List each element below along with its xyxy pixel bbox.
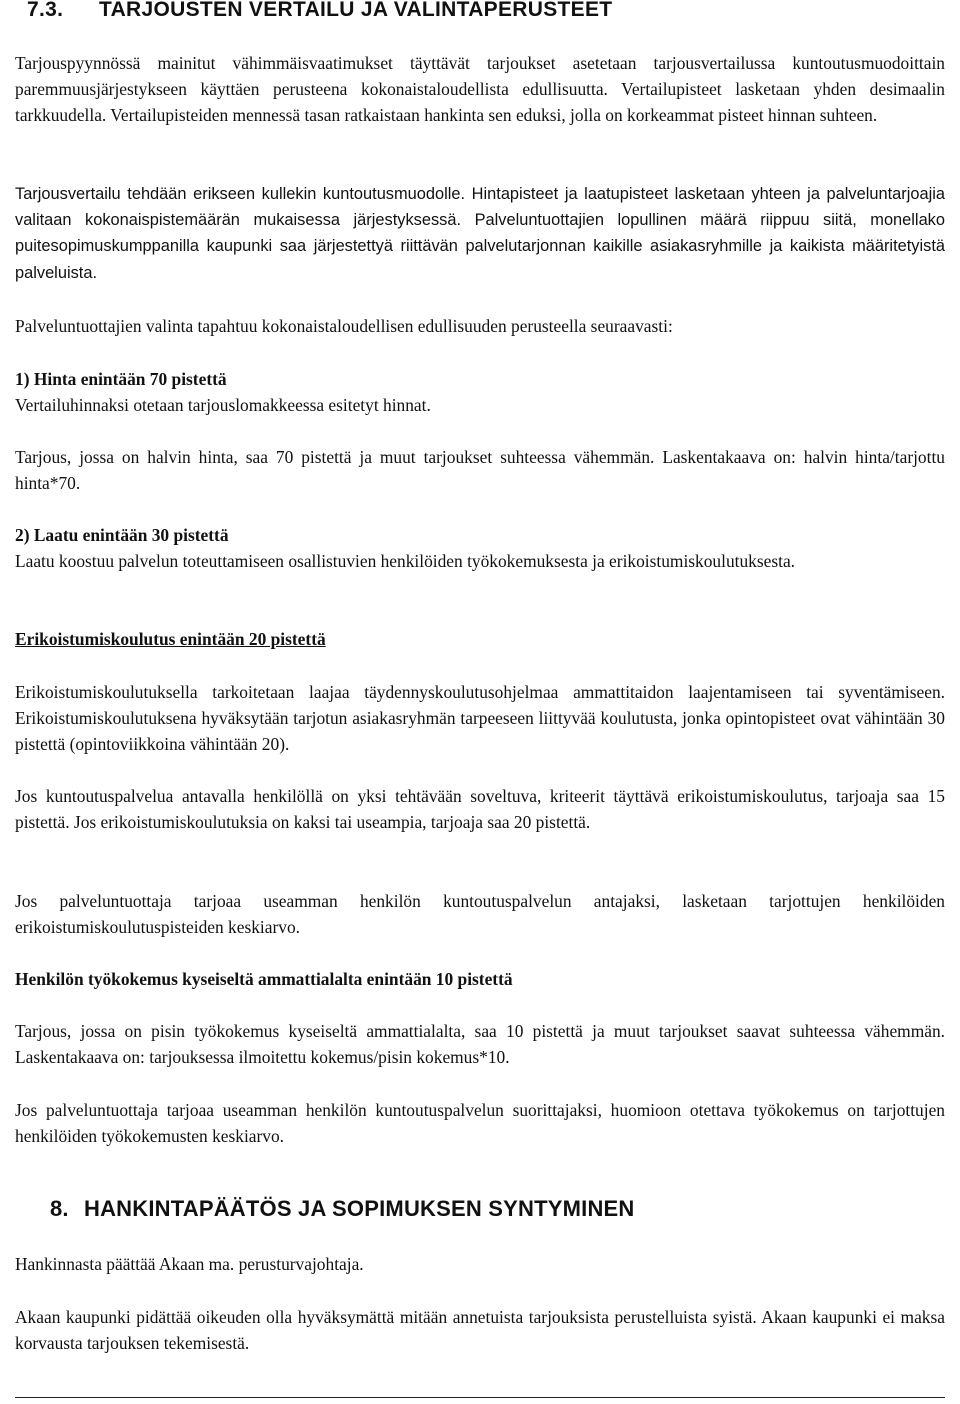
price-text: Vertailuhinnaksi otetaan tarjouslomakkeessa esitetyt hinnat. <box>15 395 431 415</box>
section-title: TARJOUSTEN VERTAILU JA VALINTAPERUSTEET <box>99 0 613 21</box>
paragraph-selection: Palveluntuottajien valinta tapahtuu kokonaistaloudellisen edullisuuden perusteella seuraavasti: <box>15 316 673 336</box>
price-heading: 1) Hinta enintään 70 pistettä <box>15 369 227 389</box>
training-definition: Erikoistumiskoulutuksella tarkoitetaan laajaa täydennyskoulutusohjelmaa ammattitaidon laajentamiseen tai syventämiseen. Erikoistumiskoulutuksena hyväksytään tarjotun asiakasryhmän tarpeeseen liittyvää koulutusta, jonka opintopisteet ovat vähintään 30 pistettä (opintoviikkoina vähintään 20). <box>15 682 945 755</box>
footer-divider <box>15 1397 945 1398</box>
price-formula: Tarjous, jossa on halvin hinta, saa 70 pistettä ja muut tarjoukset suhteessa vähemmän. Laskentakaava on: halvin hinta/tarjottu hinta*70. <box>15 447 945 494</box>
section-number: 8. <box>50 1196 69 1221</box>
section-heading-7-3 <box>27 0 612 24</box>
decision-paragraph: Hankinnasta päättää Akaan ma. perusturvajohtaja. <box>15 1254 364 1274</box>
experience-average: Jos palveluntuottaja tarjoaa useamman henkilön kuntoutuspalvelun suorittajaksi, huomioon otettava työkokemus on tarjottujen henkilöiden työkokemusten keskiarvo. <box>15 1100 945 1147</box>
section-heading-8 <box>50 1194 635 1224</box>
paragraph-separate-comparison: Tarjousvertailu tehdään erikseen kullekin kuntoutusmuodolle. Hintapisteet ja laatupisteet lasketaan yhteen ja palveluntarjoajia valitaan kokonaispistemäärän mukaisessa järjestyksessä. Palveluntuottajien lopullinen määrä riippuu siitä, monellako puitesopimuskumppanilla kaupunki saa järjestettyä riittävän palvelutarjonnan kaikille asiakasryhmille ja kaikista määritetyistä palveluista. <box>15 185 945 282</box>
rights-paragraph: Akaan kaupunki pidättää oikeuden olla hyväksymättä mitään annetuista tarjouksista perustelluista syistä. Akaan kaupunki ei maksa korvausta tarjouksen tekemisestä. <box>15 1307 945 1354</box>
experience-heading: Henkilön työkokemus kyseiseltä ammattialalta enintään 10 pistettä <box>15 969 513 989</box>
paragraph-intro: Tarjouspyynnössä mainitut vähimmäisvaatimukset täyttävät tarjoukset asetetaan tarjousvertailussa kuntoutusmuodoittain paremmuusjärjestykseen käyttäen perusteena kokonaistaloudellista edullisuutta. Vertailupisteet lasketaan yhden desimaalin tarkkuudella. Vertailupisteiden mennessä tasan ratkaistaan hankinta sen eduksi, jolla on korkeammat pisteet hinnan suhteen. <box>15 53 945 126</box>
training-points: Jos kuntoutuspalvelua antavalla henkilöllä on yksi tehtävään soveltuva, kriteerit täyttävä erikoistumiskoulutus, tarjoaja saa 15 pistettä. Jos erikoistumiskoulutuksia on kaksi tai useampia, tarjoaja saa 20 pistettä. <box>15 786 945 833</box>
section-number: 7.3. <box>27 0 64 21</box>
experience-formula: Tarjous, jossa on pisin työkokemus kyseiseltä ammattialalta, saa 10 pistettä ja muut tarjoukset saavat suhteessa vähemmän. Laskentakaava on: tarjouksessa ilmoitettu kokemus/pisin kokemus*10. <box>15 1021 945 1068</box>
quality-text: Laatu koostuu palvelun toteuttamiseen osallistuvien henkilöiden työkokemuksesta ja erikoistumiskoulutuksesta. <box>15 551 796 571</box>
quality-heading: 2) Laatu enintään 30 pistettä <box>15 525 229 545</box>
training-average: Jos palveluntuottaja tarjoaa useamman henkilön kuntoutuspalvelun antajaksi, lasketaan tarjottujen henkilöiden erikoistumiskoulutuspisteiden keskiarvo. <box>15 891 945 938</box>
training-heading: Erikoistumiskoulutus enintään 20 pistettä <box>15 629 326 649</box>
section-title: HANKINTAPÄÄTÖS JA SOPIMUKSEN SYNTYMINEN <box>84 1196 635 1221</box>
